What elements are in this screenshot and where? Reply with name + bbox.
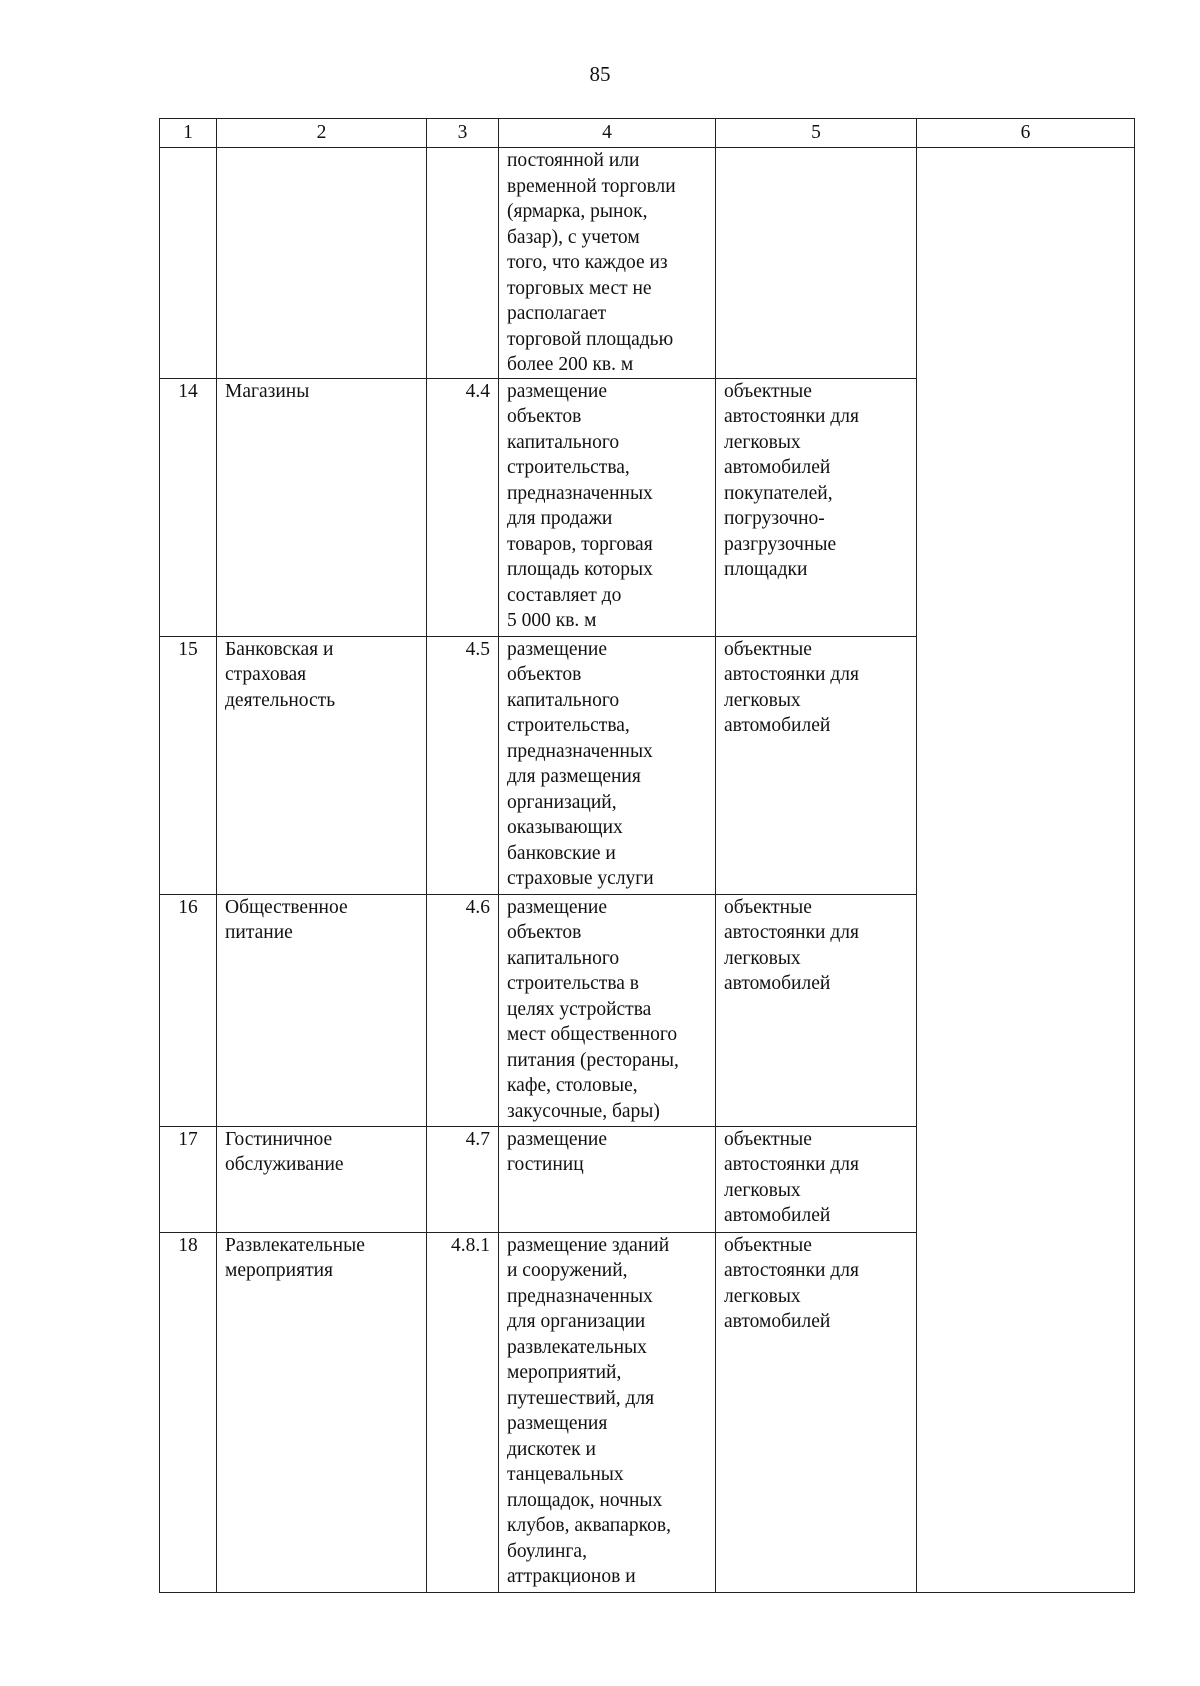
description-text: размещение гостиниц <box>507 1128 608 1175</box>
cell-num: 16 <box>160 894 217 1126</box>
cell-num: 15 <box>160 636 217 894</box>
extra-text: объектные автостоянки для легковых автомобилей <box>724 638 859 736</box>
cell-extra <box>716 636 917 894</box>
description-text: размещение зданий и сооружений, предназначенных для организации развлекательных мероприятий, путешествий, для размещения дискотек и танцевальных площадок, ночных клубов, аквапарков, боулинга, аттракционов и <box>507 1234 671 1587</box>
name-text: Магазины <box>225 380 310 402</box>
cell-extra <box>716 894 917 1126</box>
extra-text: объектные автостоянки для легковых автомобилей <box>724 896 859 994</box>
extra-text: объектные автостоянки для легковых автомобилей <box>724 1128 859 1226</box>
cell-col6 <box>917 148 1135 1593</box>
cell-code: 4.5 <box>427 636 499 894</box>
cell-description <box>499 378 716 636</box>
header-cell-2: 2 <box>217 119 427 148</box>
cell-description <box>499 894 716 1126</box>
page-number: 85 <box>589 62 611 86</box>
cell-description <box>499 1232 716 1592</box>
cell-num <box>160 148 217 379</box>
cell-name <box>217 1126 427 1232</box>
cell-extra <box>716 378 917 636</box>
cell-extra <box>716 1126 917 1232</box>
name-text: Банковская и страховая деятельность <box>225 638 336 711</box>
cell-num: 18 <box>160 1232 217 1592</box>
extra-text: объектные автостоянки для легковых автомобилей покупателей, погрузочно- разгрузочные площадки <box>724 380 859 580</box>
header-cell-3: 3 <box>427 119 499 148</box>
header-cell-1: 1 <box>160 119 217 148</box>
cell-name <box>217 894 427 1126</box>
cell-description <box>499 148 716 379</box>
cell-num: 17 <box>160 1126 217 1232</box>
description-text: размещение объектов капитального строительства в целях устройства мест общественного питания (рестораны, кафе, столовые, закусочные, бары) <box>507 896 679 1122</box>
cell-name <box>217 148 427 379</box>
cell-code: 4.4 <box>427 378 499 636</box>
cell-extra <box>716 1232 917 1592</box>
land-use-table <box>159 118 1135 1593</box>
name-text: Общественное питание <box>225 896 348 943</box>
cell-name <box>217 1232 427 1592</box>
table-row-continuation <box>160 148 1135 379</box>
cell-code <box>427 148 499 379</box>
cell-extra <box>716 148 917 379</box>
description-text: постоянной или временной торговли (ярмарка, рынок, базар), с учетом того, что каждое из торговых мест не располагает торговой площадью более 200 кв. м <box>507 150 676 375</box>
cell-num: 14 <box>160 378 217 636</box>
header-cell-4: 4 <box>499 119 716 148</box>
header-row <box>160 119 1135 148</box>
cell-code: 4.6 <box>427 894 499 1126</box>
description-text: размещение объектов капитального строительства, предназначенных для продажи товаров, торговая площадь которых составляет до 5 000 кв. м <box>507 380 653 631</box>
cell-description <box>499 1126 716 1232</box>
header-cell-6: 6 <box>917 119 1135 148</box>
cell-code: 4.7 <box>427 1126 499 1232</box>
description-text: размещение объектов капитального строительства, предназначенных для размещения организаций, оказывающих банковские и страховые услуги <box>507 638 654 889</box>
cell-name <box>217 378 427 636</box>
name-text: Развлекательные мероприятия <box>225 1234 365 1281</box>
header-cell-5: 5 <box>716 119 917 148</box>
extra-text: объектные автостоянки для легковых автомобилей <box>724 1234 859 1332</box>
cell-description <box>499 636 716 894</box>
cell-code: 4.8.1 <box>427 1232 499 1592</box>
cell-name <box>217 636 427 894</box>
name-text: Гостиничное обслуживание <box>225 1128 344 1175</box>
